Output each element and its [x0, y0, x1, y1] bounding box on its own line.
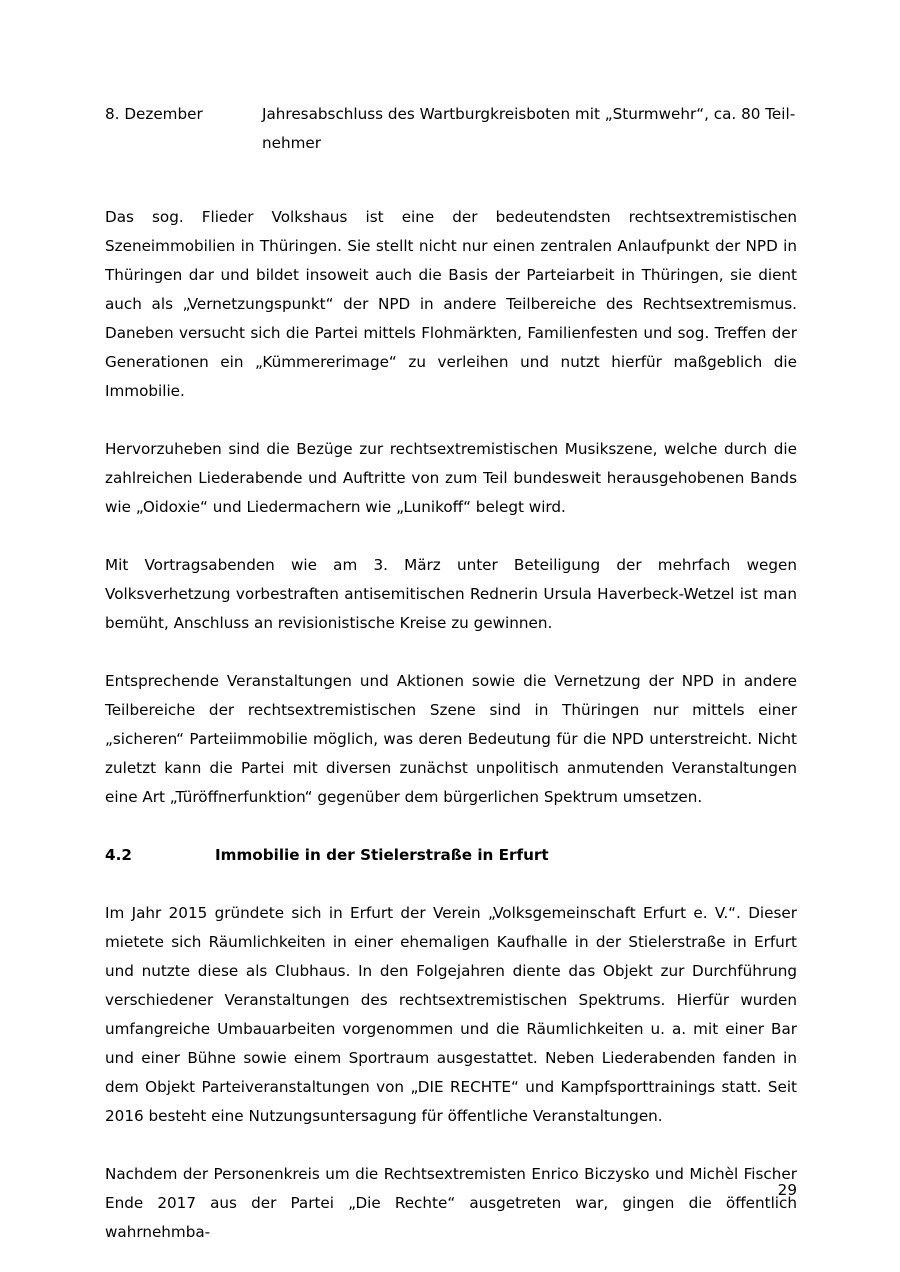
paragraph-vortragsabende: Mit Vortragsabenden wie am 3. März unter Beteiligung der mehrfach wegen Volksverhetzung vorbestraften antisemitischen Rednerin Ursula Haverbeck-Wetzel ist man bemüht, Anschluss an revisionistische Kreise zu gewinnen. [105, 556, 797, 632]
page-number: 29 [777, 1181, 797, 1199]
spacer [105, 522, 797, 551]
section-heading-4-2 [105, 841, 797, 870]
schedule-entry-description [262, 100, 797, 158]
spacer [105, 406, 797, 435]
paragraph-flieder-volkshaus: Das sog. Flieder Volkshaus ist eine der bedeutendsten rechtsextremistischen Szeneimmobilien in Thüringen. Sie stellt nicht nur einen zentralen Anlaufpunkt der NPD in Thüringen dar und bildet insoweit auch die Basis der Parteiarbeit in Thüringen, sie dient auch als „Vernetzungspunkt“ der NPD in andere Teilbereiche des Rechtsextremismus. Daneben versucht sich die Partei mittels Flohmärkten, Familienfesten und sog. Treffen der Generationen ein „Kümmererimage“ zu verleihen und nutzt hierfür maßgeblich die Immobilie. [105, 208, 797, 400]
paragraph-veranstaltungen-vernetzung: Entsprechende Veranstaltungen und Aktionen sowie die Vernetzung der NPD in andere Teilbereiche der rechtsextremistischen Szene sind in Thüringen nur mittels einer „sicheren“ Parteiimmobilie möglich, was deren Bedeutung für die NPD unterstreicht. Nicht zuletzt kann die Partei mit diversen zunächst unpolitisch anmutenden Veranstaltungen eine Art „Türöffnerfunktion“ gegenüber dem bürgerlichen Spektrum umsetzen. [105, 672, 797, 806]
schedule-entry-row [105, 100, 797, 158]
spacer [105, 1131, 797, 1160]
paragraph-personenkreis-austritt: Nachdem der Personenkreis um die Rechtsextremisten Enrico Biczysko und Michèl Fischer Ende 2017 aus der Partei „Die Rechte“ ausgetreten war, gingen die öffentlich wahrnehmba- [105, 1165, 797, 1241]
spacer [105, 158, 797, 203]
section-title: Immobilie in der Stielerstraße in Erfurt [215, 846, 549, 864]
schedule-entry-description-line1: Jahresabschluss des Wartburgkreisboten mit „Sturmwehr“, ca. 80 Teil- [262, 105, 796, 123]
spacer [105, 870, 797, 899]
section-number: 4.2 [105, 846, 132, 864]
paragraph-volksgemeinschaft-erfurt: Im Jahr 2015 gründete sich in Erfurt der Verein „Volksgemeinschaft Erfurt e. V.“. Dieser mietete sich Räumlichkeiten in einer ehemaligen Kaufhalle in der Stielerstraße in Erfurt und nutzte diese als Clubhaus. In den Folgejahren diente das Objekt zur Durchführung verschiedener Veranstaltungen des rechtsextremistischen Spektrums. Hierfür wurden umfangreiche Umbauarbeiten vorgenommen und die Räumlichkeiten u. a. mit einer Bar und einer Bühne sowie einem Sportraum ausgestattet. Neben Liederabenden fanden in dem Objekt Parteiveranstaltungen von „DIE RECHTE“ und Kampfsporttrainings statt. Seit 2016 besteht eine Nutzungsuntersagung für öffentliche Veranstaltungen. [105, 904, 797, 1125]
spacer [105, 812, 797, 841]
schedule-entry-date: 8. Dezember [105, 105, 203, 123]
paragraph-musikszene: Hervorzuheben sind die Bezüge zur rechtsextremistischen Musikszene, welche durch die zahlreichen Liederabende und Auftritte von zum Teil bundesweit herausgehobenen Bands wie „Oidoxie“ und Liedermachern wie „Lunikoff“ belegt wird. [105, 440, 797, 516]
page-content [105, 100, 797, 1247]
spacer [105, 638, 797, 667]
schedule-entry-description-line2: nehmer [262, 134, 321, 152]
